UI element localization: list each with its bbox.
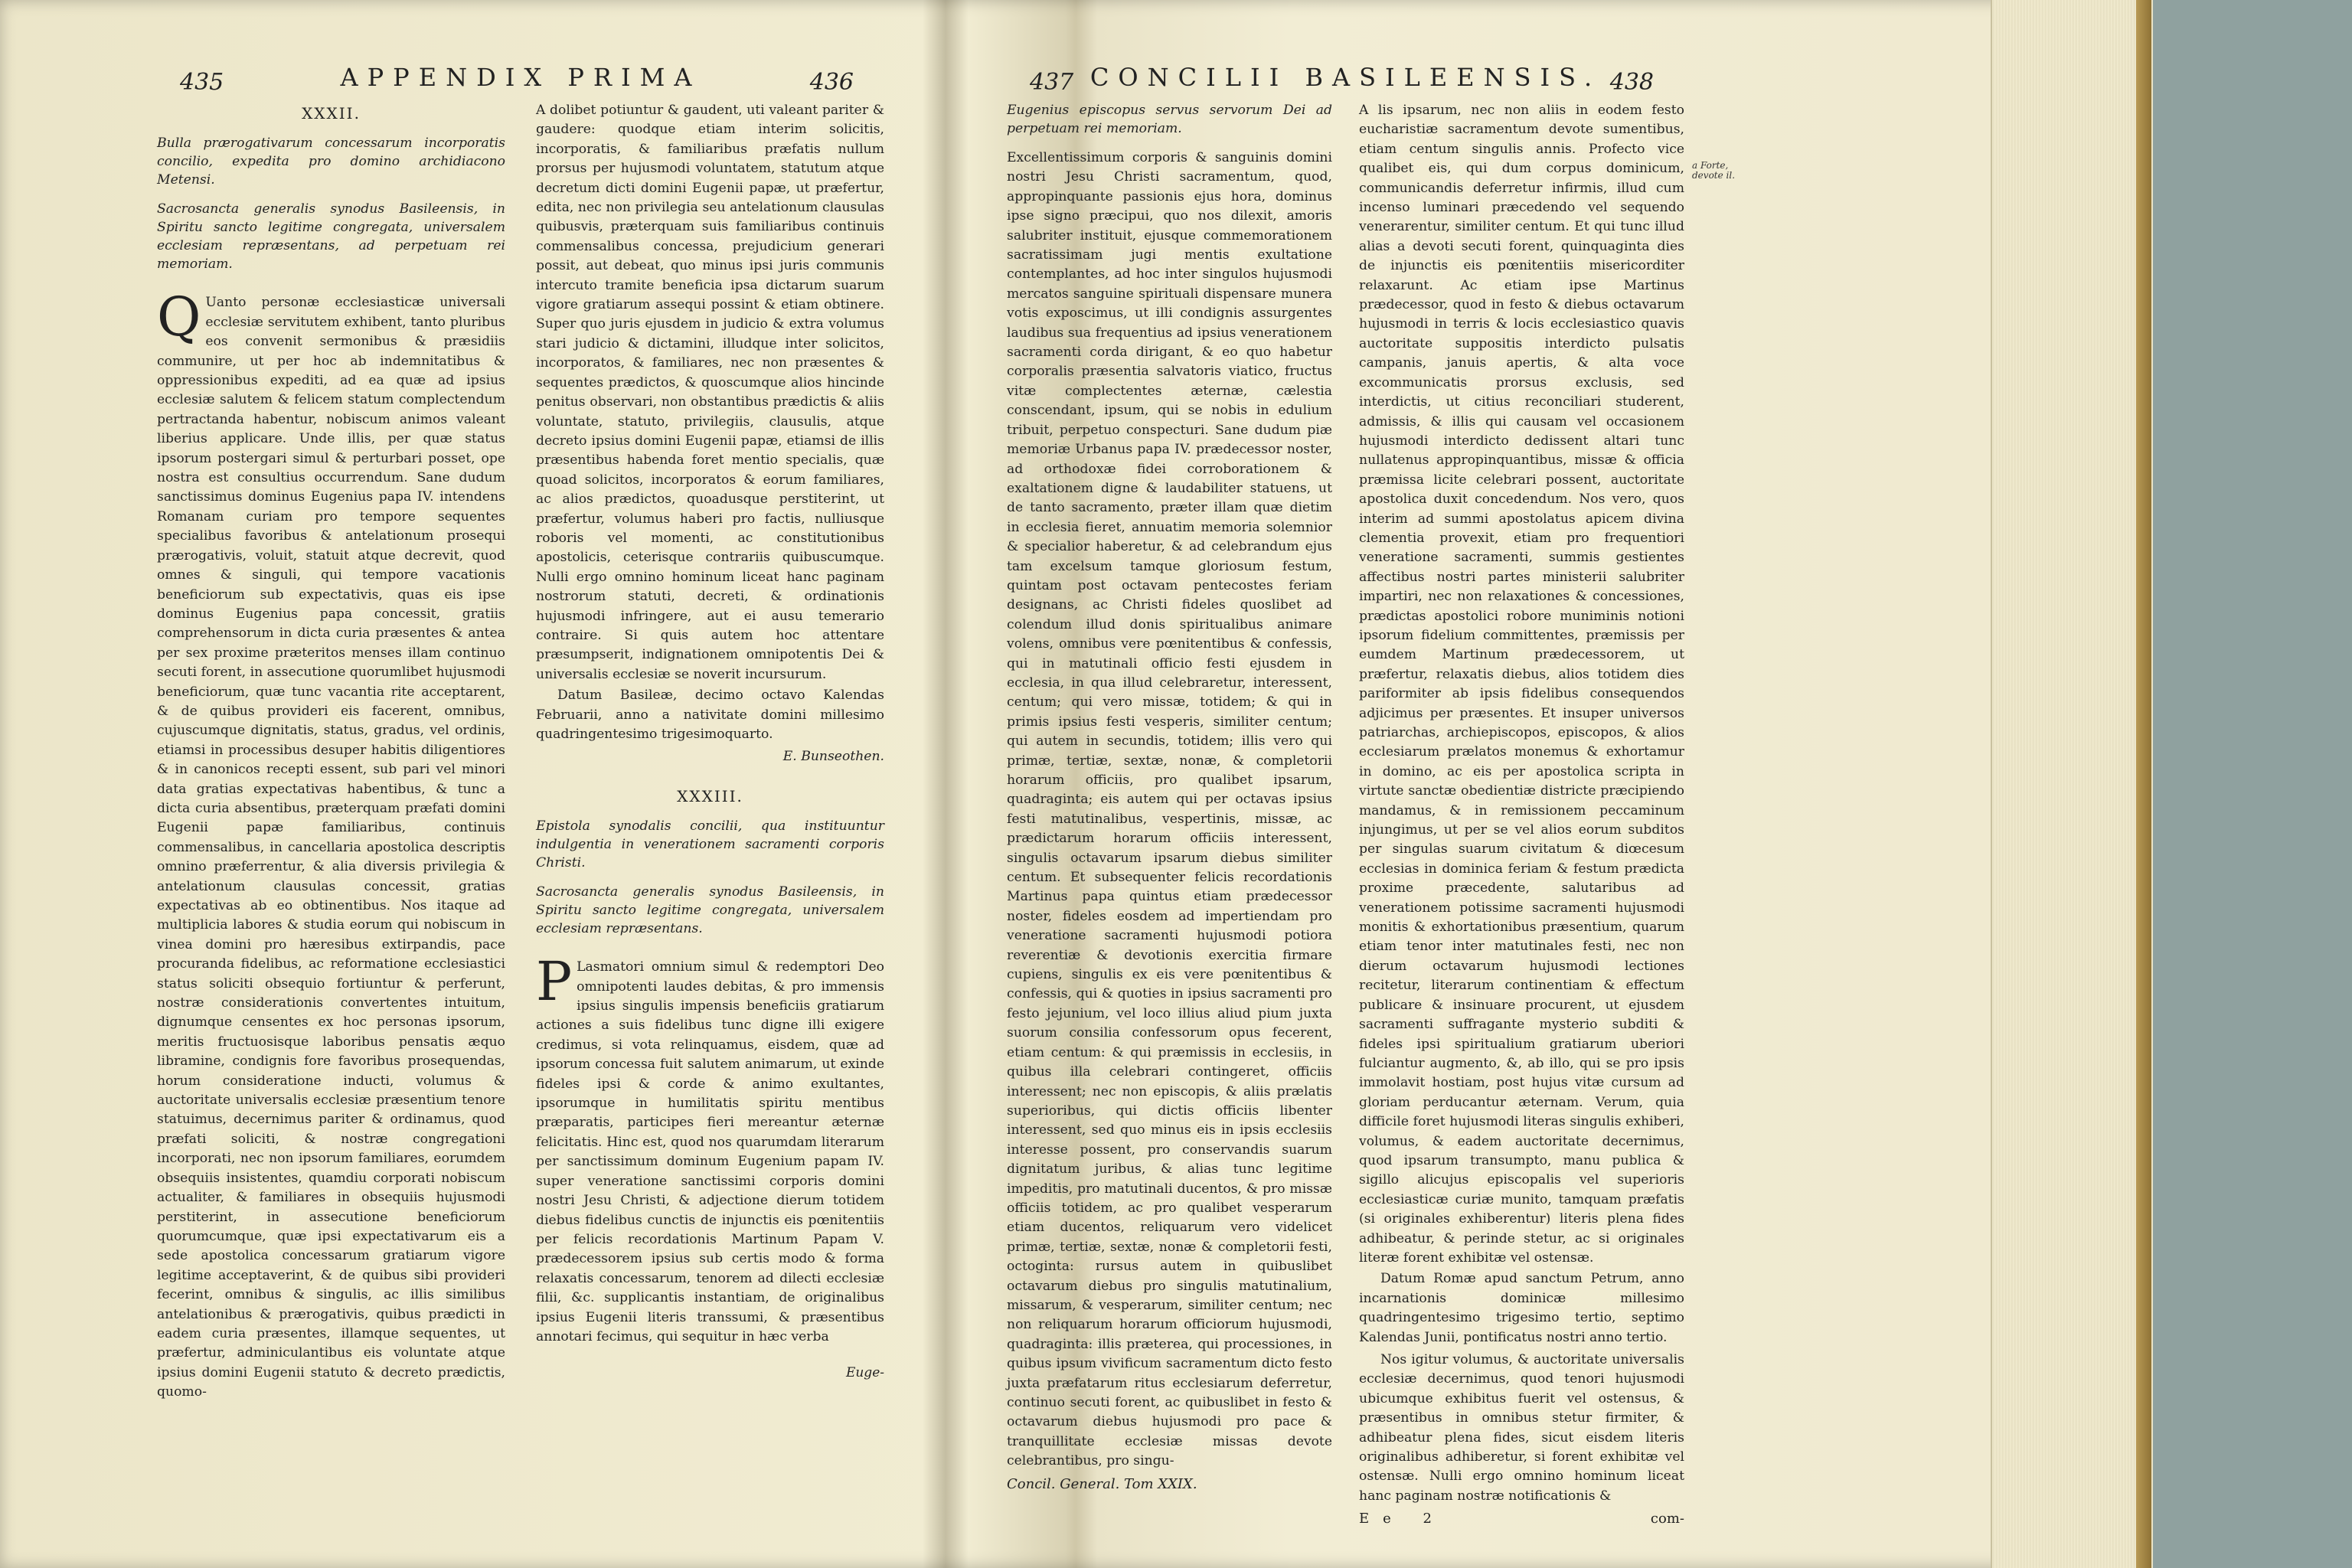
page-footer bbox=[1007, 1475, 1332, 1494]
document-rubric: Sacrosancta generalis synodus Basileensis, in Spiritu sancto legitime congregata, universalem ecclesiam repræsentans. bbox=[536, 884, 884, 937]
margin-note: a Forte, devote il. bbox=[1692, 160, 1736, 181]
page-footer bbox=[1359, 1509, 1684, 1528]
body-paragraph bbox=[157, 286, 505, 1402]
running-title: APPENDIX PRIMA bbox=[340, 63, 701, 92]
page-number: 436 bbox=[809, 69, 854, 96]
document-rubric: Sacrosancta generalis synodus Basileensis, in Spiritu sancto legitime congregata, universalem ecclesiam repræsentans, ad perpetuam rei memoriam. bbox=[157, 201, 505, 273]
page-number: 435 bbox=[180, 69, 224, 96]
body-text: Lasmatori omnium simul & redemptori Deo omnipotenti laudes debitas, & pro immensis ipsius singulis impensis beneficiis gratiarum actiones a suis fidelibus tunc digne illi exigere credimus, si vota relinquamus, eisdem, quæ ad ipsorum concessa fuit salutem animarum, ut exinde fideles ipsi & corde & animo exultantes, ipsorumque in humilitatis spiritu mentibus præparatis, participes fieri mereantur æternæ felicitatis. Hinc est, quod nos quarumdam literarum per sanctissimum dominum Eugenium papam IV. super veneratione sanctissimi corporis domini nostri Jesu Christi, & adjectione dierum totidem diebus fidelibus cunctis de injunctis eis pœnitentiis per felicis recordationis Martinum Papam V. prædecessorem ipsius sub certis modo & forma relaxatis concessarum, tenorem ad dilecti ecclesiæ filii, &c. supplicantis instantiam, de originalibus ipsius Eugenii literis transsumi, & præsentibus annotari fecimus, qui sequitur in hæc verba bbox=[536, 959, 884, 1344]
text-column bbox=[157, 101, 505, 1403]
body-text: A dolibet potiuntur & gaudent, uti valeant pariter & gaudere: quodque etiam interim solicitis, incorporatis, & familiaribus præfatis nullum prorsus per hujusmodi voluntatem, statutum atque decretum dicti domini Eugenii papæ, ut præfertur, edita, nec non privilegia seu antelationum clausulas quibusvis, præterquam suis familiaribus continuis commensalibus concessa, prejudicium generari possit, aut debeat, quo minus ipsi juris communis intercuto tramite beneficia ipsa dictarum suarum vigore gratiarum assequi possint & etiam obtinere. Super quo juris ejusdem in judicio & extra volumus stari judicio & dictamini, illudque inter solicitos, incorporatos, & familiares, nec non præsentes & sequentes prædictos, & quoscumque alios hincinde penitus observari, non obstantibus prædictis & aliis voluntate, statuto, privilegiis, clausulis, atque decreto ipsius domini Eugenii papæ, etiamsi de illis præsentibus habenda foret mentio specialis, quæ quoad solicitos, incorporatos & eorum familiares, ac alios prædictos, quoadusque perstiterint, ut præfertur, volumus haberi pro factis, nulliusque roboris vel momenti, ac constitutionibus apostolicis, ceterisque contrariis quibuscumque. Nulli ergo omnino hominum liceat hanc paginam nostrorum statuti, decreti, & ordinationis hujusmodi infringere, aut ei ausu temerario contraire. Si quis autem hoc attentare præsumpserit, indignationem omnipotentis Dei & universalis ecclesiæ se noverit incursurum. bbox=[536, 103, 884, 682]
left-page bbox=[157, 46, 884, 1403]
running-head-right bbox=[1007, 46, 1684, 96]
catchword: com- bbox=[1650, 1511, 1684, 1527]
signature: E. Bunseothen. bbox=[782, 749, 884, 765]
section-number: XXXIII. bbox=[677, 786, 743, 805]
right-page bbox=[1007, 46, 1736, 1529]
volume-reference: Concil. General. Tom XXIX. bbox=[1007, 1475, 1197, 1492]
running-title: CONCILII BASILEENSIS. bbox=[1089, 63, 1602, 92]
body-text: A lis ipsarum, nec non aliis in eodem festo eucharistiæ sacramentum devote sumentibus, etiam centum singulis annis. Profecto vice qualibet eis, qui dum corpus dominicum, communicandis deferretur infirmis, illud cum incenso luminari præcedendo vel sequendo venerarentur, similiter centum. Et qui tunc illud alias a devoti secuti forent, quinquaginta dies de injunctis eis pœnitentiis misericorditer relaxarunt. Ac etiam ipse Martinus prædecessor, quod in festo & diebus octavarum hujusmodi in terris & locis ecclesiastico quavis auctoritate suppositis interdicto pulsatis campanis, januis apertis, & alta voce excommunicatis prorsus exclusis, sed interdictis, ut citius reconciliari studerent, admissis, & illis qui causam vel occasionem hujusmodi interdicto dedissent altari tunc nullatenus appropinquantibus, missæ & officia præmissa licite celebrari possent, auctoritate apostolica duxit concedendum. Nos vero, quos interim ad summi apostolatus apicem divina clementia provexit, etiam pro frequentiori veneratione sacramenti, summis gestientes affectibus nostri partes ministerii salubriter impartiri, nec non relaxationes & concessiones, prædictas apostolici robore muniminis notioni ipsorum fidelium committentes, præmissis per eumdem Martinum prædecessorem, ut præfertur, relaxatis diebus, alios totidem dies pariformiter ab ipsis fidelibus consequendos adjicimus per præsentes. Et insuper universos patriarchas, archiepiscopos, episcopos, & alios ecclesiarum prælatos monemus & exhortamur in domino, ac eis per apostolica scripta in virtute sanctæ obedientiæ districte præcipiendo mandamus, & in remissionem peccaminum injungimus, ut per se vel alios eorum subditos per singulas suarum civitatum & diœcesum ecclesias in dominica feriam & festum prædicta proxime præcedente, salutaribus ad venerationem potissime sacramenti hujusmodi monitis & exhortationibus præsentium, quarum etiam tenor inter matutinales festi, nec non dierum octavarum hujusmodi lectiones recitetur, literarum continentiam & effectum publicare & insinuare procurent, ut ejusdem sacramenti suffragante mysterio subditi & fideles ipsi spiritualium gratiarum uberiori fulciantur augmento, &, ab illo, qui se pro ipsis immolavit hostiam, post hujus vitæ cursum ad gloriam perducantur æternam. Verum, quia difficile foret hujusmodi literas singulis exhiberi, volumus, & eadem auctoritate decernimus, quod ipsarum transumpto, manu publica & sigillo alicujus episcopalis vel superioris ecclesiasticæ curiæ munito, tamquam præfatis (si originales exhiberentur) literis plena fides adhibeatur, & perinde stetur, ac si originales literæ forent exhibitæ vel ostensæ. bbox=[1359, 103, 1684, 1266]
page-number: 437 bbox=[1030, 69, 1074, 96]
signature-mark: Ee 2 bbox=[1359, 1511, 1446, 1527]
drop-cap: P bbox=[536, 950, 573, 1014]
document-rubric: Bulla prærogativarum concessarum incorporatis concilio, expedita pro domino archidiacono Metensi. bbox=[157, 136, 505, 188]
date-line: Datum Romæ apud sanctum Petrum, anno incarnationis dominicæ millesimo quadringentesimo trigesimo tertio, septimo Kalendas Junii, pontificatus nostri anno tertio. bbox=[1359, 1271, 1684, 1345]
section-number: XXXII. bbox=[302, 104, 361, 122]
page-number: 438 bbox=[1609, 69, 1654, 96]
text-column bbox=[1007, 101, 1332, 1529]
catchword: Euge- bbox=[845, 1365, 884, 1381]
book-gutter bbox=[923, 0, 969, 1568]
body-text: Excellentissimum corporis & sanguinis domini nostri Jesu Christi sacramentum, quod, appropinquante passionis ejus hora, dominus ipse signo præcipui, quo nos dilexit, amoris salubriter instituit, ejusque commemorationem sacratissimam jugi mentis exultatione contemplantes, ad hoc inter singulos hujusmodi mercatos sanguine spirituali dispensare munera votis exposcimus, ut illi condignis assurgentes laudibus sua frequentius ad ipsius venerationem sacramenti corda dirigant, & eo quo habetur corporalis præsentia salvatoris viatico, fructus vitæ complectentes æternæ, cælestia conscendant, ipsum, qui se nobis in edulium tribuit, perpetuo conspecturi. Sane dudum piæ memoriæ Urbanus papa IV. prædecessor noster, ad orthodoxæ fidei corroborationem & exaltationem digne & laudabiliter statuens, ut de tanto sacramento, præter illam quæ dietim in ecclesia fieret, annuatim memoria solemnior & specialior haberetur, & ad celebrandum ejus tam excelsum tamque gloriosum festum, quintam post octavam pentecostes feriam designans, ac Christi fideles quoslibet ad colendum illud donis spiritualibus animare volens, omnibus vere pœnitentibus & confessis, qui in matutinali officio festi ejusdem in ecclesia, in qua illud celebraretur, interessent, centum; qui vero missæ, totidem; & qui in primis ipsius festi vesperis, similiter centum; qui autem in secundis, totidem; illis vero qui primæ, tertiæ, sextæ, nonæ, & completorii horarum officiis, pro qualibet ipsarum, quadraginta; eis autem qui per octavas ipsius festi matutinalibus, vespertinis, missæ, ac prædictarum horarum officiis interessent, singulis octavarum ipsarum diebus similiter centum. Et subsequenter felicis recordationis Martinus papa quintus etiam prædecessor noster, fideles eosdem ad impertiendam pro veneratione sacramenti hujusmodi potiora reverentiæ & devotionis exercitia firmare cupiens, singulis ex eis vere pœnitentibus & confessis, qui & quoties in ipsius sacramenti pro festo jejunium, vel loco illius aliud pium juxta suorum consilia confessorum opus fecerent, etiam centum: & qui præmissis in ecclesiis, in quibus illa celebrari contingeret, officiis interessent; nec non episcopis, & aliis prælatis superioribus, qui dictis officiis libenter interessent, sed quo minus eis in ipsis ecclesiis interesse possent, pro conservandis suarum dignitatum juribus, & alias tunc legitime impeditis, pro matutinali ducentos, & pro missæ officiis totidem, ac pro qualibet vesperarum etiam ducentos, reliquarum vero videlicet primæ, tertiæ, sextæ, nonæ & completorii festi, octoginta: rursus autem in quibuslibet octavarum diebus pro singulis matutinalium, missarum, & vesperarum, similiter centum; nec non reliquarum horarum officiorum hujusmodi, quadraginta: illis præterea, qui processiones, in quibus ipsum vivificum sacramentum dicto festo juxta præfatarum ritus ecclesiarum deferretur, continuo secuti forent, ac quibuslibet in festo & octavarum diebus hujusmodi pro pace & tranquillitate ecclesiæ missas devote celebrantibus, pro singu- bbox=[1007, 150, 1332, 1469]
running-head-left bbox=[157, 46, 884, 96]
body-text: Uanto personæ ecclesiasticæ universali ecclesiæ servitutem exhibent, tanto pluribus eos convenit sermonibus & præsidiis communire, ut per hoc ab indemnitatibus & oppressionibus expediti, ad ea quæ ad ipsius ecclesiæ salutem & felicem statum complectendum pertractanda habentur, nobiscum animos valeant liberius applicare. Unde illis, per quæ status ipsorum postergari simul & perturbari posset, ope nostra est consultius occurrendum. Sane dudum sanctissimus dominus Eugenius papa IV. intendens Romanam curiam pro tempore sequentes specialibus favoribus & antelationum prosequi prærogativis, voluit, statuit atque decrevit, quod omnes & singuli, qui tempore vacationis beneficiorum sub expectativis, quas eis ipse dominus Eugenius papa concessit, gratiis comprehensorum in dicta curia præsentes & antea per sex proxime præteritos menses illam continuo secuti forent, in assecutione quorumlibet hujusmodi beneficiorum, quæ tunc vacantia rite acceptarent, & de quibus provideri eis facerent, omnibus, cujuscumque dignitatis, status, gradus, vel ordinis, etiamsi in processibus desuper habitis diligentiores & in canonicos recepti essent, sub pari vel minori data gratias expectativas habentibus, & tunc a dicta curia absentibus, præterquam præfati domini Eugenii papæ familiaribus, continuis commensalibus, in cancellaria apostolica descriptis omnino præferrentur, & alia diversis privilegia & antelationum clausulas concessit, gratias expectativas ab eo obtinentibus. Nos itaque ad multiplicia labores & studia eorum qui nobiscum in vinea domini pro hæresibus extirpandis, pace procuranda fidelibus, ac reformatione ecclesiastici status soliciti obsequio fortiuntur & perferunt, nostræ considerationis convertentes intuitum, dignumque censentes ex hoc personas ipsorum, meritis fructuosisque laboribus pensatis æquo libramine, condignis fore favoribus prosequendas, horum consideratione inducti, volumus & auctoritate universalis ecclesiæ præsentium tenore statuimus, decernimus pariter & ordinamus, quod præfati soliciti, & nostræ congregationi incorporati, nec non ipsorum familiares, eorumdem obsequiis insistentes, quamdiu corporati nobiscum actualiter, & familiares in obsequiis hujusmodi perstiterint, in assecutione beneficiorum quorumcumque, quæ ipsi expectativarum eis a sede apostolica concessarum gratiarum vigore legitime acceptaverint, & de quibus sibi provideri fecerint, omnibus & singulis, ac illis similibus antelationibus & prærogativis, quibus prædicti in eadem curia præsentes, illamque sequentes, ut præfertur, adminiculantibus eis voluntate atque ipsius domini Eugenii statuto & decreto prædictis, quomo- bbox=[157, 295, 505, 1400]
body-paragraph bbox=[536, 950, 884, 1347]
text-column bbox=[536, 101, 884, 1403]
document-rubric: Epistola synodalis concilii, qua instituuntur indulgentia in venerationem sacramenti corporis Christi. bbox=[536, 818, 884, 871]
date-line: Datum Basileæ, decimo octavo Kalendas Februarii, anno a nativitate domini millesimo quadringentesimo trigesimoquarto. bbox=[536, 688, 884, 742]
body-text: Nos igitur volumus, & auctoritate universalis ecclesiæ decernimus, quod tenori hujusmodi ubicumque exhibitus fuerit vel ostensus, & præsentibus in omnibus stetur firmiter, & adhibeatur plena fides, sicut eisdem literis originalibus adhiberetur, si forent exhibitæ vel ostensæ. Nulli ergo omnino hominum liceat hanc paginam nostræ notificationis & bbox=[1359, 1352, 1684, 1504]
document-rubric: Eugenius episcopus servus servorum Dei ad perpetuam rei memoriam. bbox=[1007, 103, 1332, 136]
text-column bbox=[1359, 101, 1684, 1529]
drop-cap: Q bbox=[157, 286, 201, 349]
book-cover-edge bbox=[2136, 0, 2151, 1568]
page-edges bbox=[1991, 0, 2153, 1568]
